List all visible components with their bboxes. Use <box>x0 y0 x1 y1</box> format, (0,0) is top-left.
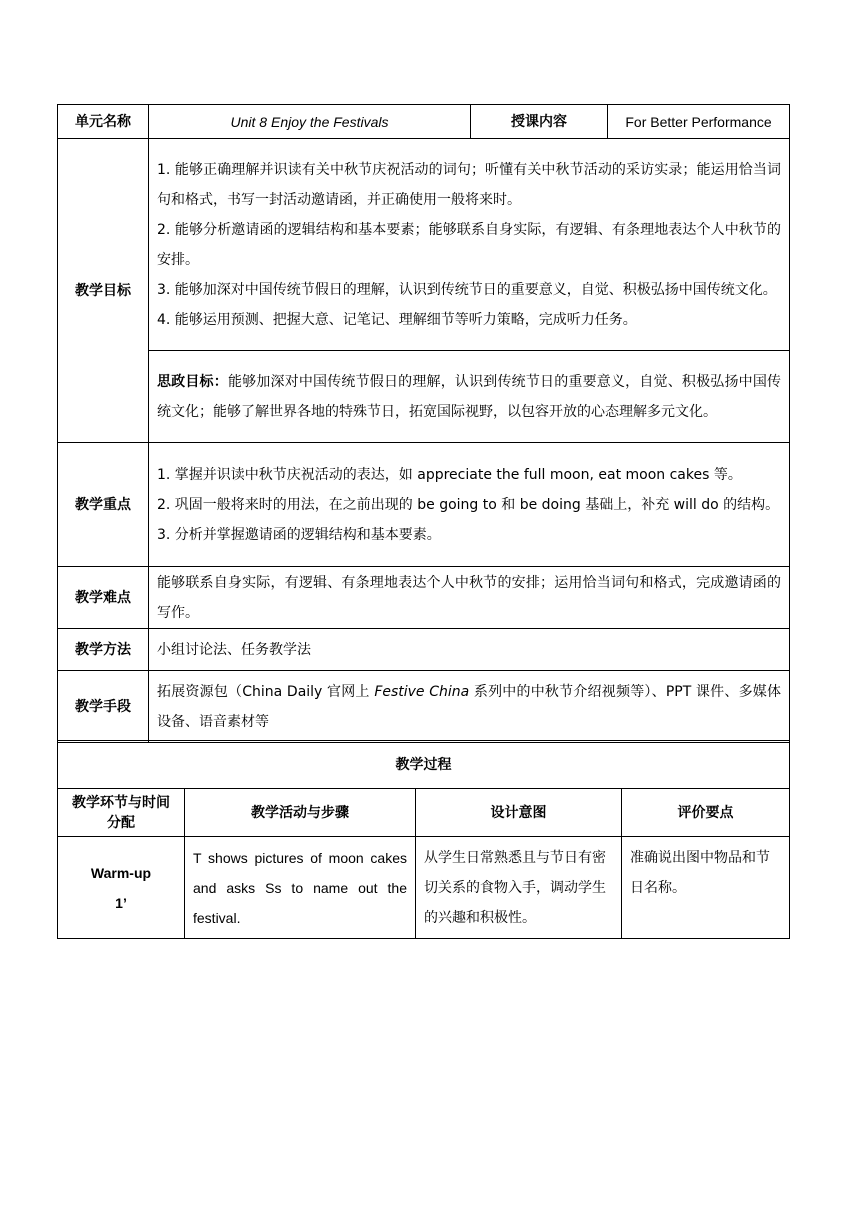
methods-label: 教学方法 <box>58 629 149 671</box>
column-header-stage: 教学环节与时间分配 <box>58 789 185 837</box>
means-text-italic: Festive China <box>374 683 470 700</box>
key-point-item: 3. 分析并掌握邀请函的逻辑结构和基本要素。 <box>157 526 441 543</box>
difficulties-label: 教学难点 <box>58 567 149 629</box>
stage-cell <box>58 837 185 939</box>
ideology-text: 能够加深对中国传统节假日的理解，认识到传统节日的重要意义，自觉、积极弘扬中国传统文化；能够了解世界各地的特殊节日，拓宽国际视野，以包容开放的心态理解多元文化。 <box>157 373 782 420</box>
means-text <box>149 671 790 743</box>
content-value: For Better Performance <box>608 105 790 139</box>
lesson-info-table <box>57 104 790 743</box>
methods-text: 小组讨论法、任务教学法 <box>149 629 790 671</box>
objective-item: 4. 能够运用预测、把握大意、记笔记、理解细节等听力策略，完成听力任务。 <box>157 311 637 328</box>
unit-value: Unit 8 Enjoy the Festivals <box>149 105 471 139</box>
key-points-label: 教学重点 <box>58 443 149 567</box>
column-header-activity: 教学活动与步骤 <box>185 789 416 837</box>
content-label: 授课内容 <box>471 105 608 139</box>
column-header-intent: 设计意图 <box>416 789 622 837</box>
means-text-after: 系列中的中秋节介绍视频等）、PPT 课件、多媒体设备、语音素材等 <box>157 683 781 730</box>
intent-cell: 从学生日常熟悉且与节日有密切关系的食物入手，调动学生的兴趣和积极性。 <box>416 837 622 939</box>
objectives-label: 教学目标 <box>58 139 149 443</box>
column-header-evaluation: 评价要点 <box>622 789 790 837</box>
teaching-process-table <box>57 740 790 939</box>
objective-item: 3. 能够加深对中国传统节假日的理解，认识到传统节日的重要意义，自觉、积极弘扬中国传统文化。 <box>157 281 777 298</box>
means-text-before: 拓展资源包（China Daily 官网上 <box>157 683 375 700</box>
difficulties-text: 能够联系自身实际，有逻辑、有条理地表达个人中秋节的安排；运用恰当词句和格式，完成邀请函的写作。 <box>149 567 790 629</box>
stage-time: 1’ <box>115 894 127 911</box>
ideology-label: 思政目标： <box>157 373 228 390</box>
key-point-item: 2. 巩固一般将来时的用法，在之前出现的 be going to 和 be doing 基础上，补充 will do 的结构。 <box>157 496 780 513</box>
unit-label: 单元名称 <box>58 105 149 139</box>
objective-item: 1. 能够正确理解并识读有关中秋节庆祝活动的词句；听懂有关中秋节活动的采访实录；能运用恰当词句和格式，书写一封活动邀请函，并正确使用一般将来时。 <box>157 161 781 208</box>
key-points-list <box>149 443 790 567</box>
evaluation-cell: 准确说出图中物品和节日名称。 <box>622 837 790 939</box>
process-title: 教学过程 <box>58 741 790 789</box>
stage-name: Warm-up <box>90 864 152 881</box>
table-row <box>58 837 790 939</box>
objective-item: 2. 能够分析邀请函的逻辑结构和基本要素；能够联系自身实际，有逻辑、有条理地表达个人中秋节的安排。 <box>157 221 781 268</box>
ideology-objective <box>149 351 790 443</box>
key-point-item: 1. 掌握并识读中秋节庆祝活动的表达，如 appreciate the full moon, eat moon cakes 等。 <box>157 466 742 483</box>
means-label: 教学手段 <box>58 671 149 743</box>
objectives-list <box>149 139 790 351</box>
activity-cell: T shows pictures of moon cakes and asks Ss to name out the festival. <box>185 837 416 939</box>
